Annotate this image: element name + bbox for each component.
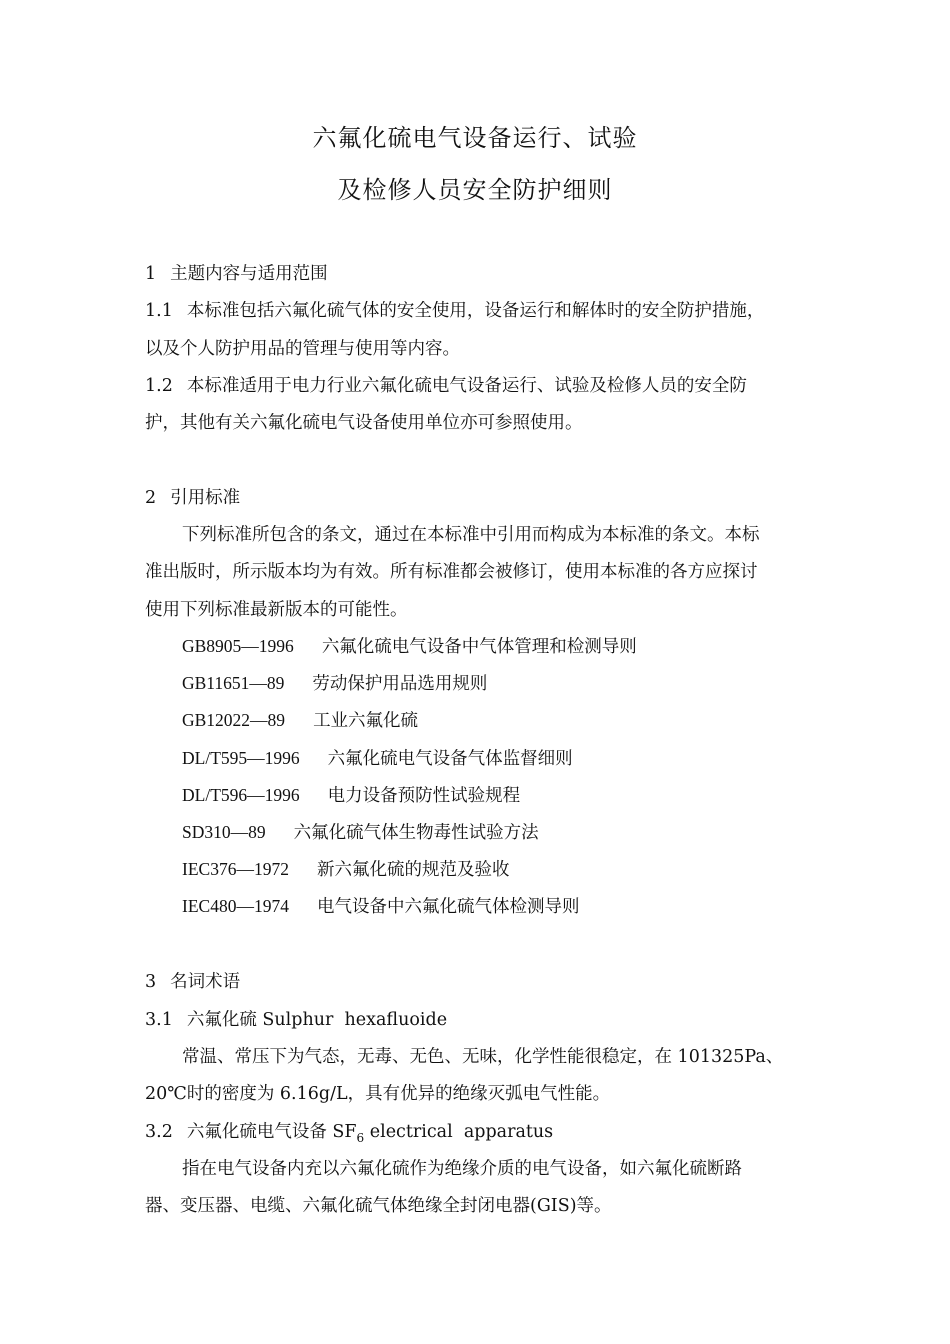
reference-code: IEC480—1974	[182, 896, 289, 916]
reference-title: 六氟化硫电气设备气体监督细则	[327, 749, 573, 769]
reference-item	[182, 633, 852, 658]
reference-title: 六氟化硫气体生物毒性试验方法	[293, 823, 539, 843]
reference-title: 新六氟化硫的规范及验收	[316, 860, 510, 880]
section-2-intro-line-3: 使用下列标准最新版本的可能性。	[145, 600, 408, 620]
section-2-intro-line-2: 准出版时，所示版本均为有效。所有标准都会被修订，使用本标准的各方应探讨	[145, 562, 758, 582]
reference-item	[182, 893, 852, 918]
reference-title: 电力设备预防性试验规程	[327, 786, 521, 806]
section-number: 2	[145, 488, 157, 508]
section-title: 主题内容与适用范围	[170, 264, 328, 284]
section-1-heading	[145, 260, 815, 285]
section-2-heading	[145, 484, 815, 509]
clause-number: 1.1	[145, 301, 173, 321]
document-title-line-2: 及检修人员安全防护细则	[337, 176, 613, 204]
reference-title: 电气设备中六氟化硫气体检测导则	[316, 897, 580, 917]
term-name: 六氟化硫电气设备 SF	[186, 1122, 357, 1142]
clause-number: 3.1	[145, 1010, 173, 1030]
section-title: 名词术语	[170, 972, 241, 992]
clause-1-1-line-2: 以及个人防护用品的管理与使用等内容。	[145, 339, 460, 359]
reference-item	[182, 819, 852, 844]
section-title: 引用标准	[170, 488, 241, 508]
reference-code: GB12022—89	[182, 710, 286, 730]
reference-item	[182, 707, 852, 732]
clause-1-1-line-1	[145, 297, 815, 322]
term-3-1-definition-line-2: 20℃时的密度为 6.16g/L，具有优异的绝缘灭弧电气性能。	[145, 1084, 611, 1104]
reference-item	[182, 670, 852, 695]
reference-title: 六氟化硫电气设备中气体管理和检测导则	[321, 637, 637, 657]
term-3-2-definition-line-2: 器、变压器、电缆、六氟化硫气体绝缘全封闭电器(GIS)等。	[145, 1196, 612, 1216]
term-3-2-definition-line-1: 指在电气设备内充以六氟化硫作为绝缘介质的电气设备，如六氟化硫断路	[182, 1159, 742, 1179]
term-name: 六氟化硫 Sulphur hexafluoide	[186, 1010, 448, 1030]
reference-code: GB11651—89	[182, 673, 285, 693]
section-3-heading	[145, 968, 815, 993]
reference-item	[182, 856, 852, 881]
section-2-intro-line-1: 下列标准所包含的条文，通过在本标准中引用而构成为本标准的条文。本标	[182, 525, 760, 545]
clause-1-2-line-1	[145, 372, 815, 397]
section-number: 3	[145, 972, 157, 992]
section-number: 1	[145, 264, 157, 284]
document-title-line-1: 六氟化硫电气设备运行、试验	[312, 124, 638, 152]
term-name-english: electrical apparatus	[364, 1122, 554, 1142]
reference-code: SD310—89	[182, 822, 266, 842]
term-3-1-definition-line-1: 常温、常压下为气态，无毒、无色、无味，化学性能很稳定，在 101325Pa、	[182, 1047, 784, 1067]
clause-text: 本标准包括六氟化硫气体的安全使用，设备运行和解体时的安全防护措施，	[186, 301, 765, 321]
clause-number: 1.2	[145, 376, 173, 396]
reference-title: 工业六氟化硫	[313, 711, 419, 731]
reference-code: DL/T596—1996	[182, 785, 300, 805]
reference-title: 劳动保护用品选用规则	[312, 674, 488, 694]
term-3-1-heading	[145, 1006, 815, 1031]
reference-code: IEC376—1972	[182, 859, 289, 879]
clause-text: 本标准适用于电力行业六氟化硫电气设备运行、试验及检修人员的安全防	[186, 376, 747, 396]
term-subscript: 6	[356, 1131, 365, 1145]
clause-number: 3.2	[145, 1122, 173, 1142]
reference-item	[182, 745, 852, 770]
reference-item	[182, 782, 852, 807]
reference-code: GB8905—1996	[182, 636, 294, 656]
clause-1-2-line-2: 护，其他有关六氟化硫电气设备使用单位亦可参照使用。	[145, 413, 583, 433]
reference-code: DL/T595—1996	[182, 748, 300, 768]
term-3-2-heading	[145, 1118, 815, 1145]
